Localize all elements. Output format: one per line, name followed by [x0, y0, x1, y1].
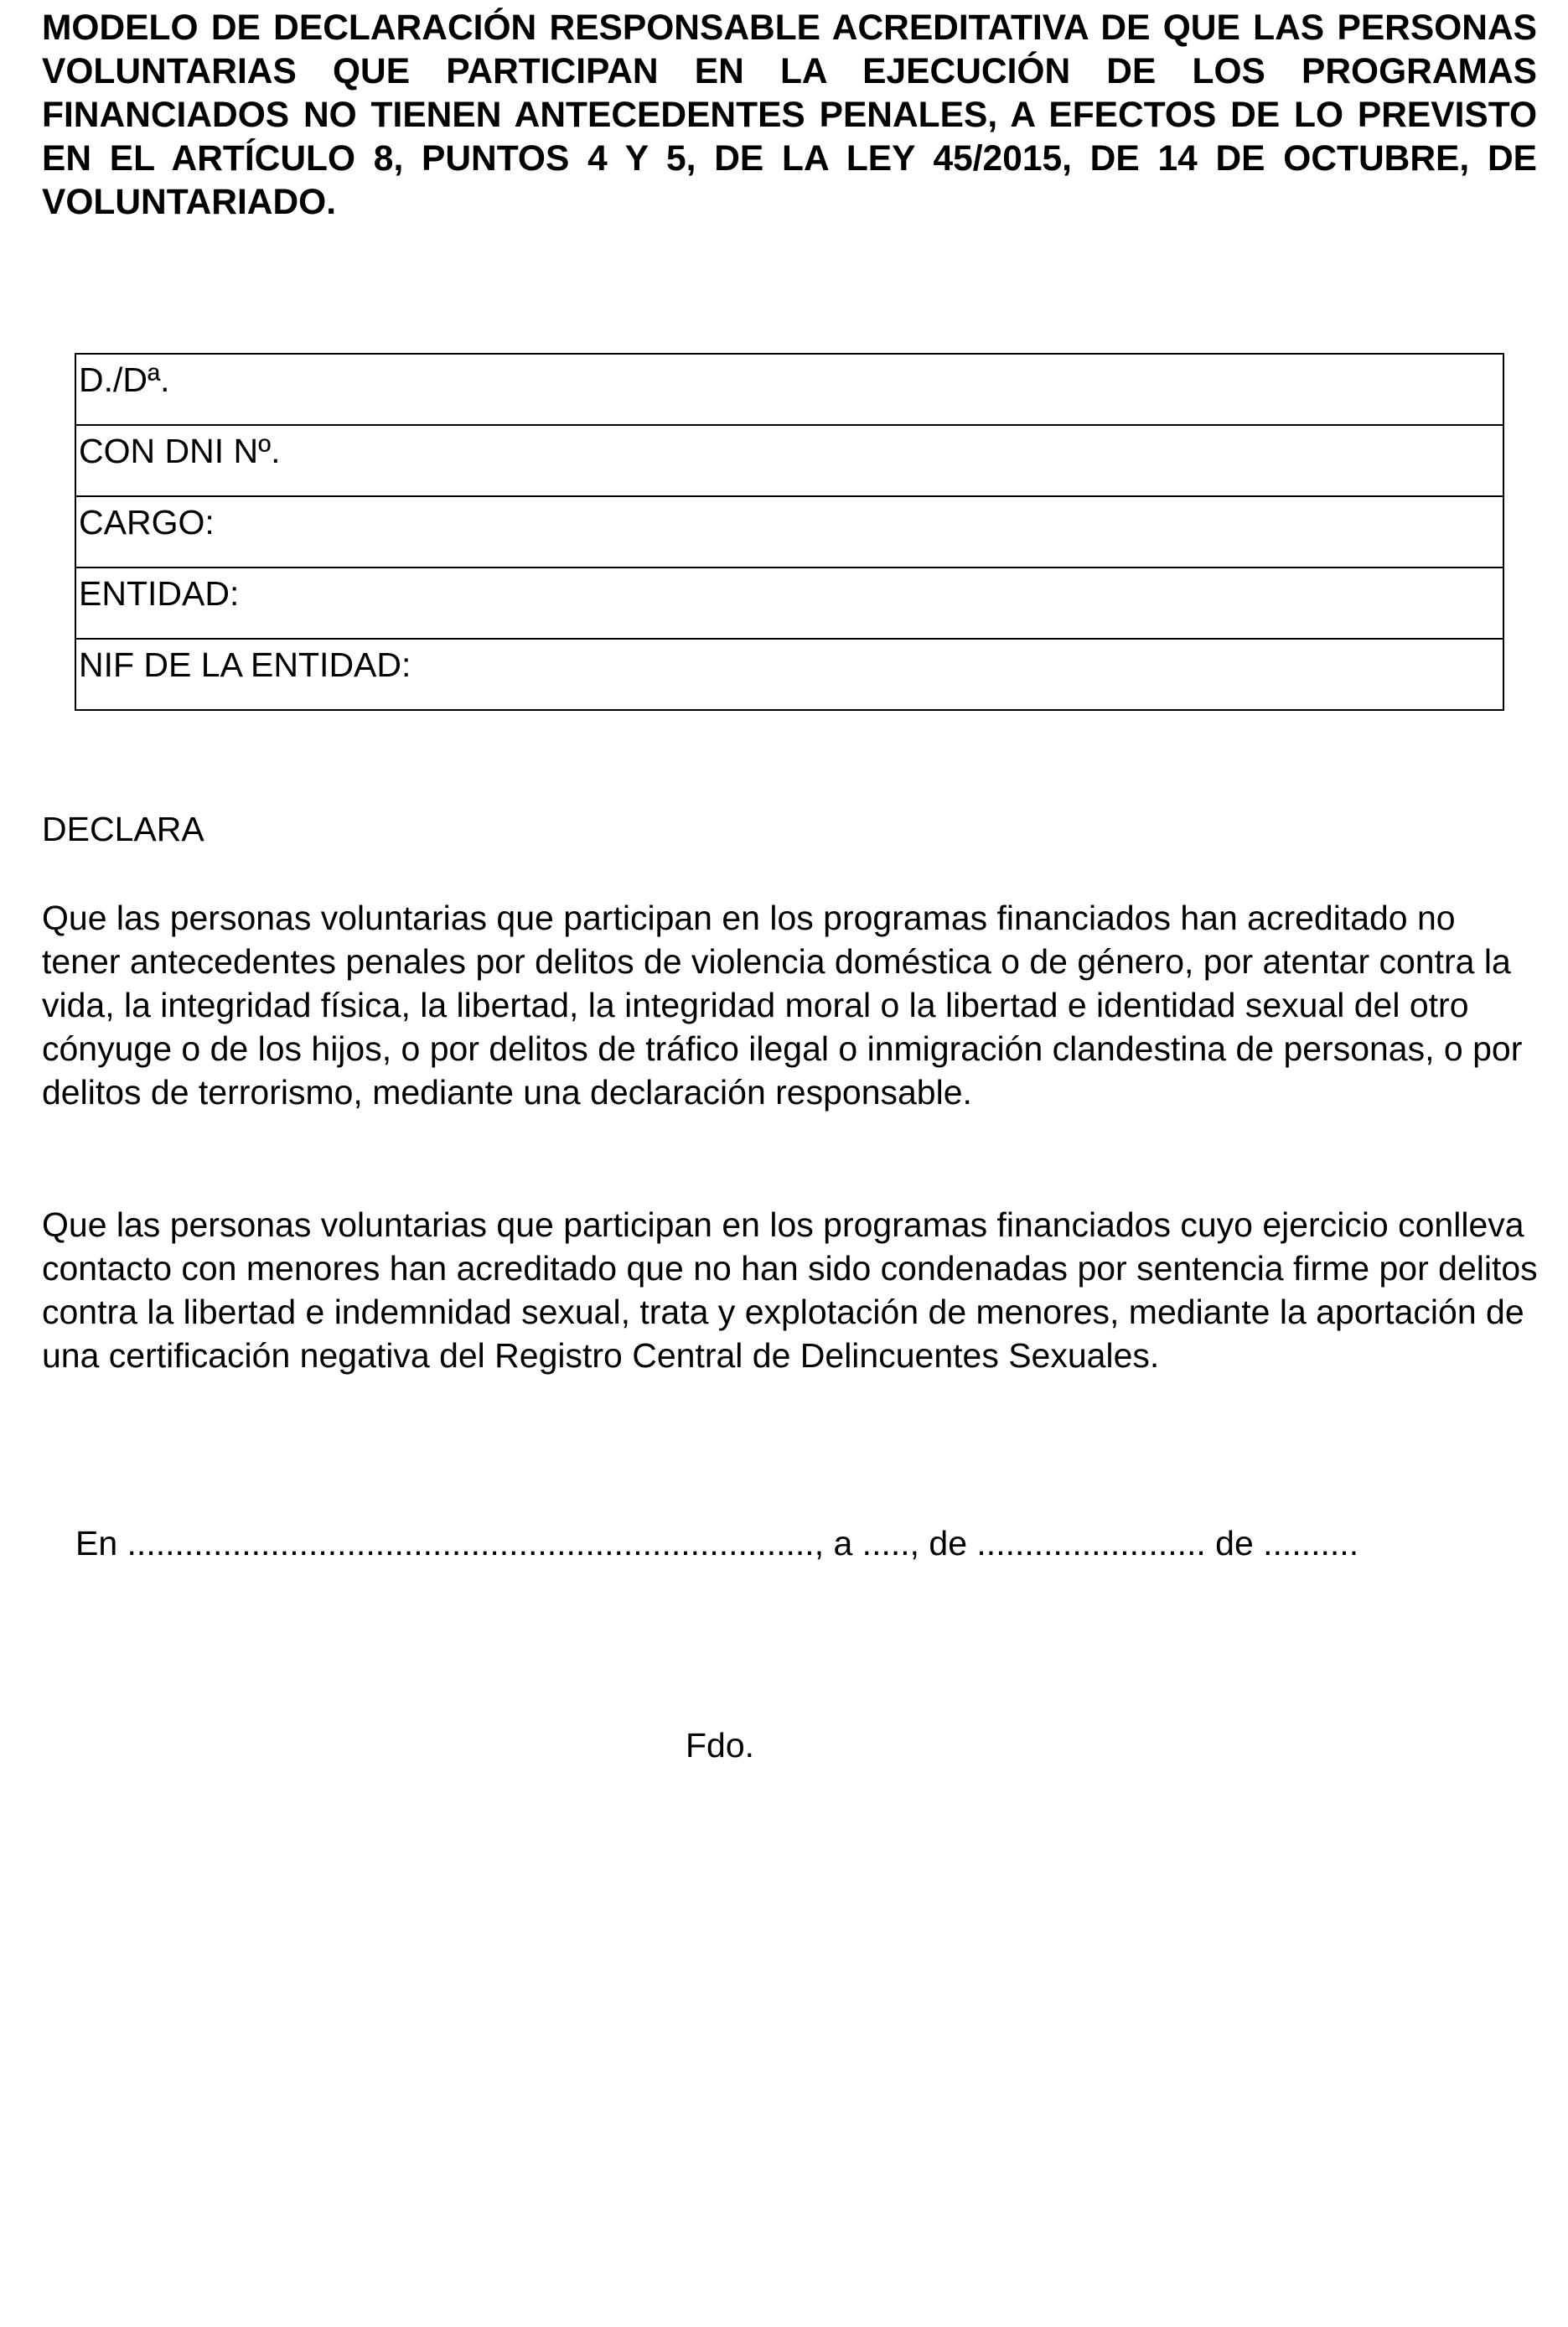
field-nif[interactable]	[75, 639, 1503, 710]
field-row-cargo	[75, 496, 1503, 567]
field-row-dni	[75, 425, 1503, 496]
field-cargo[interactable]	[75, 496, 1503, 567]
declara-heading: DECLARA	[42, 810, 204, 848]
field-row-name	[75, 354, 1503, 425]
declaration-paragraph-2: Que las personas voluntarias que participan en los programas financiados cuyo ejercicio conlleva contacto con menores han acreditado que no han sido condenadas por sentencia firme por delitos contra la libertad e indemnidad sexual, trata y explotación de menores, mediante la aportación de una certificación negativa del Registro Central de Delincuentes Sexuales.	[42, 1205, 1538, 1375]
personal-data-table	[75, 353, 1504, 711]
field-name-label: D./Dª.	[79, 360, 170, 399]
field-entidad[interactable]	[75, 567, 1503, 639]
field-name[interactable]	[75, 354, 1503, 425]
field-dni-label: CON DNI Nº.	[79, 432, 281, 470]
declaration-paragraph-1: Que las personas voluntarias que participan en los programas financiados han acreditado no tener antecedentes penales por delitos de violencia doméstica o de género, por atentar contra la vida, la integridad física, la libertad, la integridad moral o la libertad e identidad sexual del otro cónyuge o de los hijos, o por delitos de tráfico ilegal o inmigración clandestina de personas, o por delitos de terrorismo, mediante una declaración responsable.	[42, 899, 1523, 1112]
signature-label: Fdo.	[686, 1726, 755, 1765]
field-entidad-label: ENTIDAD:	[79, 574, 240, 613]
field-row-nif	[75, 639, 1503, 710]
field-row-entidad	[75, 567, 1503, 639]
field-dni[interactable]	[75, 425, 1503, 496]
field-nif-label: NIF DE LA ENTIDAD:	[79, 645, 411, 684]
document-title: MODELO DE DECLARACIÓN RESPONSABLE ACREDITATIVA DE QUE LAS PERSONAS VOLUNTARIAS QUE PARTICIPAN EN LA EJECUCIÓN DE LOS PROGRAMAS FINANCIADOS NO TIENEN ANTECEDENTES PENALES, A EFECTOS DE LO PREVISTO EN EL ARTÍCULO 8, PUNTOS 4 Y 5, DE LA LEY 45/2015, DE 14 DE OCTUBRE, DE VOLUNTARIADO.	[42, 8, 1537, 222]
place-date-line: En ........................................................................, a ....., de ........................ de ..........	[75, 1524, 1359, 1563]
field-cargo-label: CARGO:	[79, 503, 215, 542]
